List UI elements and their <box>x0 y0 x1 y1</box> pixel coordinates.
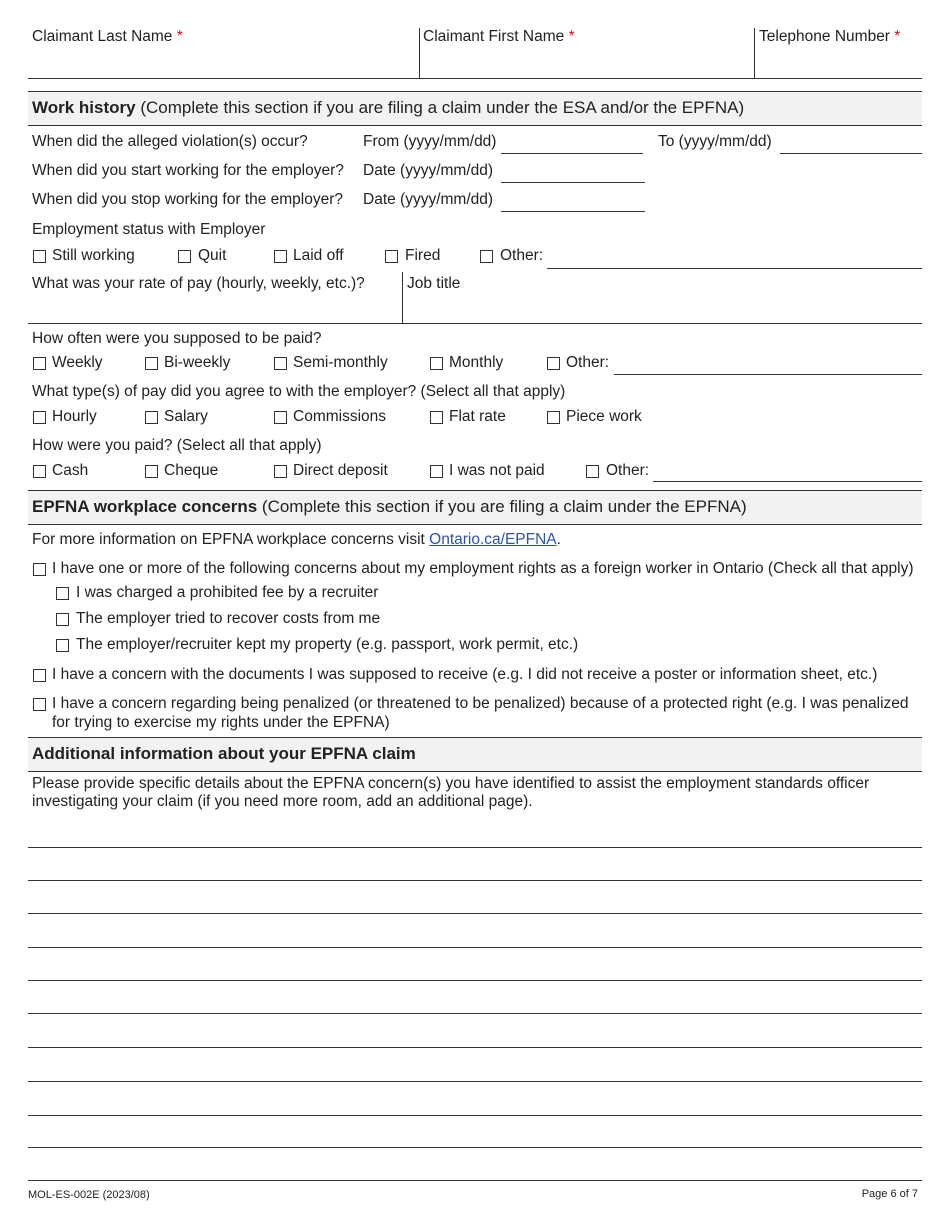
option-label: Other: <box>566 354 610 371</box>
option-label: Laid off <box>293 247 344 264</box>
sub-concern-fee-checkbox[interactable] <box>56 587 69 600</box>
writing-line[interactable] <box>28 1013 922 1014</box>
option-label: Hourly <box>52 408 97 425</box>
writing-line[interactable] <box>28 980 922 981</box>
option-label: Cash <box>52 462 89 479</box>
pay-type-salary-checkbox[interactable] <box>145 411 158 424</box>
writing-line[interactable] <box>28 1147 922 1148</box>
pay-type-hourly-checkbox[interactable] <box>33 411 46 424</box>
concern-penalized-checkbox[interactable] <box>33 698 46 711</box>
status-fired-checkbox[interactable] <box>385 250 398 263</box>
form-code: MOL-ES-002E (2023/08) <box>28 1189 150 1201</box>
writing-line[interactable] <box>28 913 922 914</box>
work-history-header <box>28 91 922 126</box>
option-label: Salary <box>164 408 208 425</box>
epfna-info: For more information on EPFNA workplace concerns visit Ontario.ca/EPFNA. <box>32 531 561 548</box>
required-mark: * <box>176 28 183 45</box>
divider <box>419 28 420 78</box>
last-name-label: Claimant Last Name * <box>32 28 183 45</box>
divider <box>402 272 403 323</box>
concern-label: I have a concern with the documents I was supposed to receive (e.g. I did not receive a poster or information sheet, etc.) <box>52 666 878 683</box>
paid-not-paid-checkbox[interactable] <box>430 465 443 478</box>
violation-question: When did the alleged violation(s) occur? <box>32 133 308 150</box>
sub-concern-label: I was charged a prohibited fee by a recruiter <box>76 584 379 601</box>
required-mark: * <box>568 28 575 45</box>
status-question: Employment status with Employer <box>32 221 266 238</box>
option-label: Other: <box>500 247 544 264</box>
last-name-field[interactable] <box>30 48 416 76</box>
concern-foreign-worker-checkbox[interactable] <box>33 563 46 576</box>
additional-instructions: Please provide specific details about the EPFNA concern(s) you have identified to assist the employment standards officer <box>32 775 870 792</box>
section-title: EPFNA workplace concerns <box>32 497 258 516</box>
rate-jobtitle-underline <box>28 323 922 324</box>
date-label: Date (yyyy/mm/dd) <box>363 162 494 179</box>
option-label: Fired <box>405 247 441 264</box>
pay-type-question: What type(s) of pay did you agree to with the employer? (Select all that apply) <box>32 383 566 400</box>
paid-direct-deposit-checkbox[interactable] <box>274 465 287 478</box>
additional-info-header <box>28 737 922 772</box>
from-label: From (yyyy/mm/dd) <box>363 133 497 150</box>
first-name-field[interactable] <box>422 48 752 76</box>
phone-field[interactable] <box>757 48 920 76</box>
required-mark: * <box>894 28 901 45</box>
writing-line[interactable] <box>28 1081 922 1082</box>
status-still-working-checkbox[interactable] <box>33 250 46 263</box>
concern-label-continued: for trying to exercise my rights under the EPFNA) <box>52 714 390 731</box>
status-laid-off-checkbox[interactable] <box>274 250 287 263</box>
phone-label: Telephone Number * <box>759 28 901 45</box>
status-quit-checkbox[interactable] <box>178 250 191 263</box>
option-label: Weekly <box>52 354 103 371</box>
writing-line[interactable] <box>28 1115 922 1116</box>
pay-type-piece-work-checkbox[interactable] <box>547 411 560 424</box>
epfna-link[interactable]: Ontario.ca/EPFNA <box>429 531 557 548</box>
paid-other-checkbox[interactable] <box>586 465 599 478</box>
additional-instructions-continued: investigating your claim (if you need more room, add an additional page). <box>32 793 533 810</box>
status-other-input[interactable] <box>547 268 922 269</box>
option-label: Other: <box>606 462 650 479</box>
writing-line[interactable] <box>28 1047 922 1048</box>
writing-line[interactable] <box>28 847 922 848</box>
concern-label: I have one or more of the following concerns about my employment rights as a foreign worker in Ontario (Check all that apply) <box>52 560 914 577</box>
pay-type-commissions-checkbox[interactable] <box>274 411 287 424</box>
stop-date-input[interactable] <box>501 211 645 212</box>
rate-of-pay-input[interactable] <box>30 295 398 321</box>
last-name-input[interactable] <box>28 78 922 79</box>
option-label: Still working <box>52 247 135 264</box>
concern-documents-checkbox[interactable] <box>33 669 46 682</box>
frequency-other-input[interactable] <box>614 374 922 375</box>
stop-question: When did you stop working for the employer? <box>32 191 344 208</box>
paid-cheque-checkbox[interactable] <box>145 465 158 478</box>
option-label: Direct deposit <box>293 462 388 479</box>
section-title: Work history <box>32 98 136 117</box>
job-title-label: Job title <box>407 275 461 292</box>
option-label: Semi-monthly <box>293 354 388 371</box>
pay-type-flat-rate-checkbox[interactable] <box>430 411 443 424</box>
paid-other-input[interactable] <box>653 481 922 482</box>
section-title: Additional information about your EPFNA claim <box>32 744 416 763</box>
to-date-input[interactable] <box>780 153 922 154</box>
sub-concern-costs-checkbox[interactable] <box>56 613 69 626</box>
page-number: Page 6 of 7 <box>861 1188 918 1200</box>
writing-line[interactable] <box>28 947 922 948</box>
frequency-biweekly-checkbox[interactable] <box>145 357 158 370</box>
from-date-input[interactable] <box>501 153 643 154</box>
sub-concern-label: The employer/recruiter kept my property (e.g. passport, work permit, etc.) <box>76 636 579 653</box>
option-label: Bi-weekly <box>164 354 231 371</box>
frequency-monthly-checkbox[interactable] <box>430 357 443 370</box>
section-subtitle: (Complete this section if you are filing a claim under the ESA and/or the EPFNA) <box>140 98 745 117</box>
start-question: When did you start working for the employer? <box>32 162 344 179</box>
option-label: Commissions <box>293 408 387 425</box>
option-label: Quit <box>198 247 227 264</box>
option-label: Monthly <box>449 354 504 371</box>
frequency-semimonthly-checkbox[interactable] <box>274 357 287 370</box>
concern-label: I have a concern regarding being penalized (or threatened to be penalized) because of a protected right (e.g. I was penalized <box>52 695 909 712</box>
option-label: I was not paid <box>449 462 545 479</box>
epfna-header <box>28 490 922 525</box>
frequency-weekly-checkbox[interactable] <box>33 357 46 370</box>
to-label: To (yyyy/mm/dd) <box>658 133 772 150</box>
start-date-input[interactable] <box>501 182 645 183</box>
frequency-question: How often were you supposed to be paid? <box>32 330 322 347</box>
sub-concern-property-checkbox[interactable] <box>56 639 69 652</box>
writing-line[interactable] <box>28 1180 922 1181</box>
status-other-checkbox[interactable] <box>480 250 493 263</box>
paid-how-question: How were you paid? (Select all that apply) <box>32 437 322 454</box>
date-label: Date (yyyy/mm/dd) <box>363 191 494 208</box>
divider <box>754 28 755 78</box>
option-label: Cheque <box>164 462 219 479</box>
writing-line[interactable] <box>28 880 922 881</box>
option-label: Piece work <box>566 408 642 425</box>
paid-cash-checkbox[interactable] <box>33 465 46 478</box>
sub-concern-label: The employer tried to recover costs from me <box>76 610 381 627</box>
frequency-other-checkbox[interactable] <box>547 357 560 370</box>
option-label: Flat rate <box>449 408 506 425</box>
first-name-label: Claimant First Name * <box>423 28 575 45</box>
job-title-input[interactable] <box>405 295 920 321</box>
rate-question: What was your rate of pay (hourly, weekly, etc.)? <box>32 275 365 292</box>
section-subtitle: (Complete this section if you are filing a claim under the EPFNA) <box>261 497 747 516</box>
